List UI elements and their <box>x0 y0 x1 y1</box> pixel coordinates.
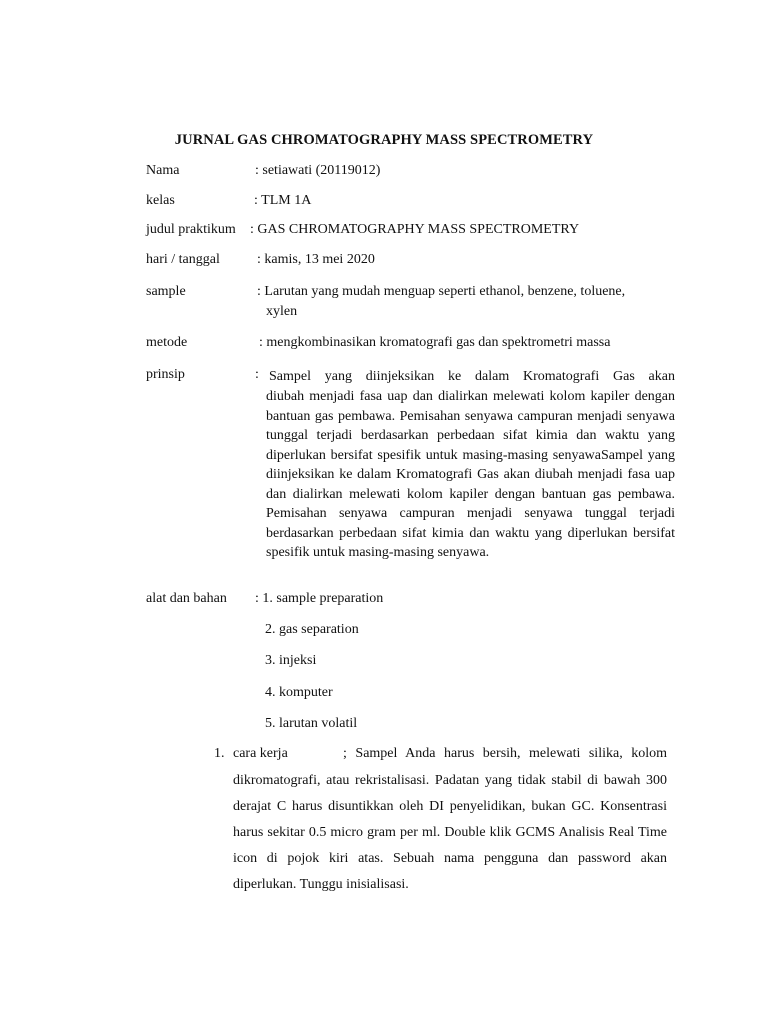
field-label: hari / tanggal <box>146 252 220 267</box>
prinsip-body: diubah menjadi fasa uap dan dialirkan melewati kolom kapiler dengan bantuan gas pembawa. Pemisahan senyawa campuran menjadi senyawa tunggal terjadi berdasarkan perbedaan sifat kimia dan waktu yang diperlukan bersifat spesifik untuk masing-masing senyawaSampel yang diinjeksikan ke dalam Kromatografi Gas akan diubah menjadi fasa uap dan dialirkan melewati kolom kapiler dengan bantuan gas pembawa. Pemisahan senyawa campuran menjadi senyawa tunggal terjadi berdasarkan perbedaan sifat kimia dan waktu yang diperlukan bersifat spesifik untuk masing-masing senyawa. <box>266 389 675 560</box>
list-item: : 1. sample preparation <box>255 591 384 606</box>
field-value: : mengkombinasikan kromatografi gas dan spektrometri massa <box>259 335 611 350</box>
list-item: 5. larutan volatil <box>265 716 358 731</box>
field-label: alat dan bahan <box>146 591 227 606</box>
prinsip-line1-text: Sampel yang diinjeksikan ke dalam Kromatografi Gas akan <box>269 369 675 384</box>
cara-kerja-line1: ; Sampel Anda harus bersih, melewati silika, kolom <box>343 746 667 761</box>
list-number: 1. <box>214 746 225 761</box>
field-value: : kamis, 13 mei 2020 <box>257 252 375 267</box>
list-item: 3. injeksi <box>265 653 317 668</box>
field-label: sample <box>146 284 186 299</box>
cara-kerja-label: cara kerja <box>233 746 288 761</box>
list-item: 4. komputer <box>265 685 333 700</box>
field-value-line: : Larutan yang mudah menguap seperti ethanol, benzene, toluene, <box>257 284 626 299</box>
field-value: : setiawati (20119012) <box>255 163 381 178</box>
list-item: 2. gas separation <box>265 622 359 637</box>
field-label: Nama <box>146 163 180 178</box>
field-label: metode <box>146 335 188 350</box>
field-value: : GAS CHROMATOGRAPHY MASS SPECTROMETRY <box>250 222 580 237</box>
field-value: : TLM 1A <box>254 193 312 208</box>
field-label: judul praktikum <box>146 222 236 237</box>
page-title: JURNAL GAS CHROMATOGRAPHY MASS SPECTROMETRY <box>174 132 594 148</box>
cara-kerja-body: dikromatografi, atau rekristalisasi. Padatan yang tidak stabil di bawah 300 derajat C harus disuntikkan oleh DI penyelidikan, bukan GC. Konsentrasi harus sekitar 0.5 micro gram per ml. Double klik GCMS Analisis Real Time icon di pojok kiri atas. Sebuah nama pengguna dan password akan diperlukan. Tunggu inisialisasi. <box>233 773 667 892</box>
field-value-line: xylen <box>266 304 298 319</box>
prinsip-colon: : <box>255 367 259 382</box>
field-label: kelas <box>146 193 175 208</box>
prinsip-first-line <box>269 367 675 387</box>
field-label: prinsip <box>146 367 185 382</box>
